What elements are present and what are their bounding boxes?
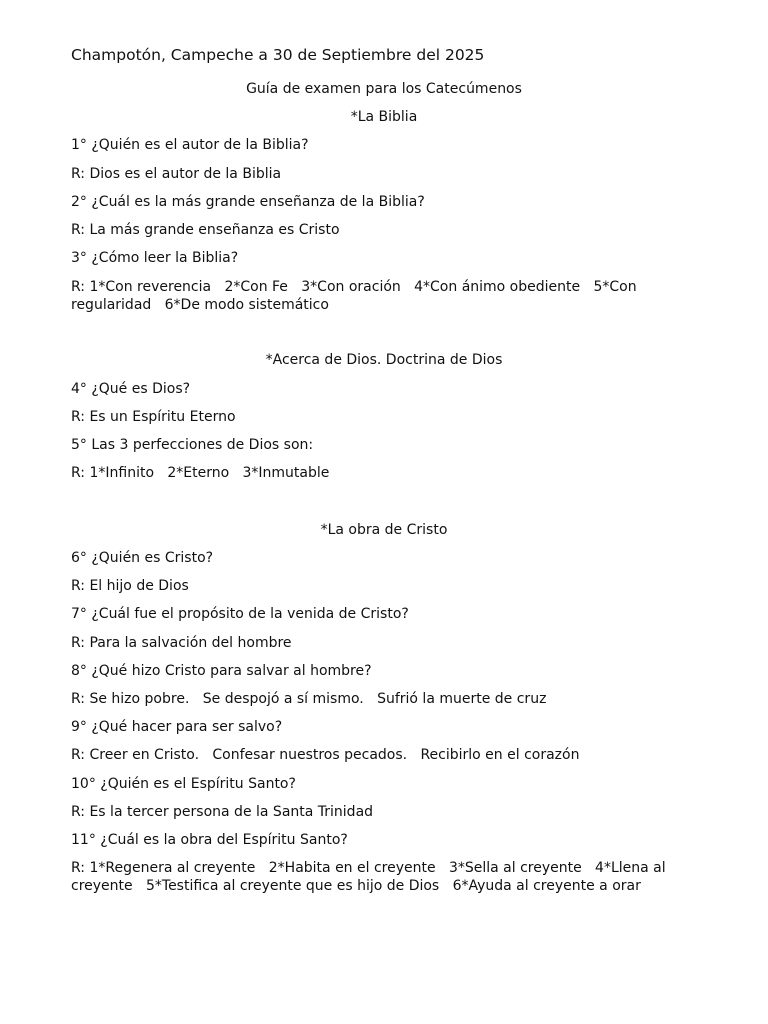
answer-8: R: Se hizo pobre. Se despojó a sí mismo. Sufrió la muerte de cruz (71, 691, 547, 707)
question-5: 5° Las 3 perfecciones de Dios son: (71, 437, 314, 453)
answer-11: R: 1*Regenera al creyente 2*Habita en el creyente 3*Sella al creyente 4*Llena al creyente 5*Testifica al creyente que es hijo de Dios 6*Ayuda al creyente a orar (71, 860, 671, 894)
answer-3: R: 1*Con reverencia 2*Con Fe 3*Con oración 4*Con ánimo obediente 5*Con regularidad 6*De modo sistemático (71, 279, 642, 313)
question-10: 10° ¿Quién es el Espíritu Santo? (71, 776, 296, 792)
answer-5: R: 1*Infinito 2*Eterno 3*Inmutable (71, 465, 330, 481)
question-7: 7° ¿Cuál fue el propósito de la venida de Cristo? (71, 606, 409, 622)
question-6: 6° ¿Quién es Cristo? (71, 550, 214, 566)
answer-1: R: Dios es el autor de la Biblia (71, 166, 282, 182)
document-title: Guía de examen para los Catecúmenos (246, 81, 522, 97)
question-8: 8° ¿Qué hizo Cristo para salvar al hombre? (71, 663, 372, 679)
question-11: 11° ¿Cuál es la obra del Espíritu Santo? (71, 832, 348, 848)
answer-7: R: Para la salvación del hombre (71, 635, 292, 651)
answer-4: R: Es un Espíritu Eterno (71, 409, 236, 425)
answer-9: R: Creer en Cristo. Confesar nuestros pecados. Recibirlo en el corazón (71, 747, 580, 763)
answer-2: R: La más grande enseñanza es Cristo (71, 222, 340, 238)
question-9: 9° ¿Qué hacer para ser salvo? (71, 719, 283, 735)
question-3: 3° ¿Cómo leer la Biblia? (71, 250, 239, 266)
section-heading-biblia: *La Biblia (350, 109, 418, 125)
answer-10: R: Es la tercer persona de la Santa Trinidad (71, 804, 374, 820)
question-1: 1° ¿Quién es el autor de la Biblia? (71, 137, 309, 153)
section-heading-dios: *Acerca de Dios. Doctrina de Dios (265, 352, 503, 368)
answer-6: R: El hijo de Dios (71, 578, 189, 594)
question-4: 4° ¿Qué es Dios? (71, 381, 191, 397)
section-heading-cristo: *La obra de Cristo (320, 522, 448, 538)
question-2: 2° ¿Cuál es la más grande enseñanza de la Biblia? (71, 194, 425, 210)
place-date: Champotón, Campeche a 30 de Septiembre del 2025 (71, 46, 485, 64)
